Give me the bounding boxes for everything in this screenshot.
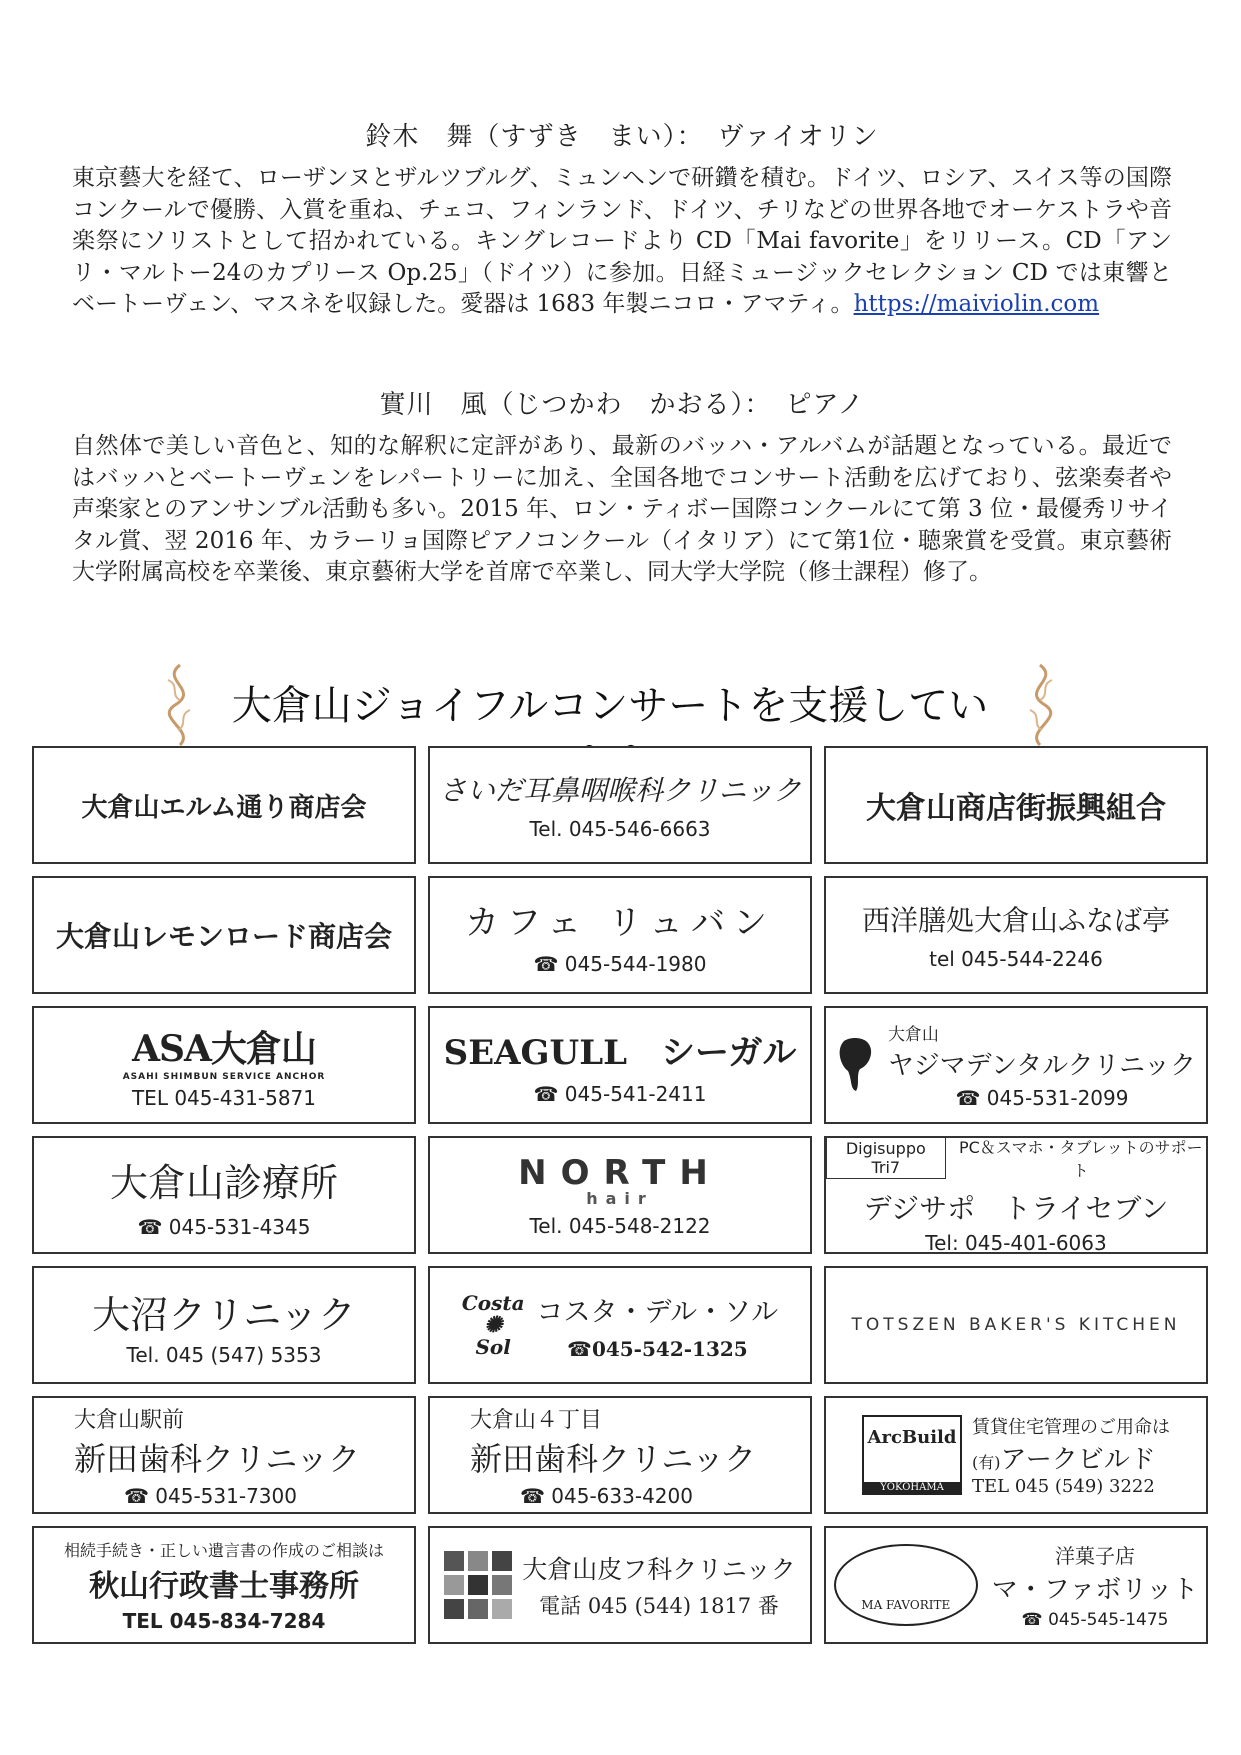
bio-jitsukawa-name: 實川 風（じつかわ かおる）： ピアノ xyxy=(379,390,865,420)
arcbuild-logo-sub: YOKOHAMA xyxy=(864,1482,960,1493)
maiviolin-link[interactable]: https://maiviolin.com xyxy=(853,291,1100,317)
sponsor-arc xyxy=(824,1396,1208,1514)
sponsor-north-tel: Tel. 045-548-2122 xyxy=(529,1213,711,1238)
sponsor-banner xyxy=(150,660,1070,750)
sponsor-funaba xyxy=(824,876,1208,994)
sponsor-onuma-name: 大沼クリニック xyxy=(92,1292,356,1337)
sponsor-totszen xyxy=(824,1266,1208,1384)
asa-logo: ASA大倉山 xyxy=(132,1027,316,1070)
digi-desc: PC＆スマホ・タブレットのサポート xyxy=(958,1138,1203,1180)
sponsor-nitta2-name: 新田歯科クリニック xyxy=(470,1439,757,1478)
sponsor-costa-tel: 045-542-1325 xyxy=(591,1336,748,1361)
sponsor-north xyxy=(428,1136,812,1254)
bio-jitsukawa-text: 自然体で美しい音色と、知的な解釈に定評があり、最新のバッハ・アルバムが話題となっている。最近ではバッハとベートーヴェンをレパートリーに加え、全国各地でコンサート活動を広げており、弦楽奏者や声楽家とのアンサンブル活動も多い。2015 年、ロン・ティボー国際コンクールにて第 3 位・最優秀リサイタル賞、翌 2016 年、カラーリョ国際ピアノコンクール（イタリア）にて第1位・聴衆賞を受賞。東京藝術大学附属高校を卒業後、東京藝術大学を首席で卒業し、同大学大学院（修士課程）修了。 xyxy=(72,433,1172,585)
sponsor-funaba-name: 西洋膳処大倉山ふなば亭 xyxy=(861,904,1170,937)
sponsor-yajima-tel: 045-531-2099 xyxy=(986,1086,1129,1110)
sponsor-cafe-name: カフェ リュバン xyxy=(464,902,776,943)
bio-suzuki-name: 鈴木 舞（すずき まい）： ヴァイオリン xyxy=(365,122,879,152)
sponsor-yajima-name: ヤジマデンタルクリニック xyxy=(887,1051,1197,1081)
grid-logo-icon xyxy=(444,1551,512,1619)
sponsor-arc-name: アークビルド xyxy=(1000,1445,1156,1475)
sponsor-onuma-tel: Tel. 045 (547) 5353 xyxy=(126,1342,322,1367)
phone-icon: ☎ xyxy=(533,951,559,976)
sponsor-nitta1 xyxy=(32,1396,416,1514)
sponsor-costa xyxy=(428,1266,812,1384)
tooth-logo-icon xyxy=(836,1035,880,1095)
bio-suzuki-body: 東京藝大を経て、ローザンヌとザルツブルグ、ミュンヘンで研鑽を積む。ドイツ、ロシア、スイス等の国際コンクールで優勝、入賞を重ね、チェコ、フィンランド、ドイツ、チリなどの世界各地でオーケストラや音楽祭にソリストとして招かれている。キングレコードより CD「Mai favorite」をリリース。CD「アンリ・マルトー24のカプリース Op.25」（ドイツ）に参加。日経ミュージックセレクション CD では東響とベートーヴェン、マスネを収録した。愛器は 1683 年製ニコロ・アマティ。 xyxy=(72,165,1172,317)
sponsor-lemon-name: 大倉山レモンロード商店会 xyxy=(55,920,392,953)
sponsor-seagull xyxy=(428,1006,812,1124)
sponsor-favorite-tel: 045-545-1475 xyxy=(1048,1610,1169,1630)
sponsor-asa-tel: TEL 045-431-5871 xyxy=(131,1085,317,1110)
bio-suzuki xyxy=(72,116,1172,321)
sponsor-shinryo xyxy=(32,1136,416,1254)
phone-icon: ☎ xyxy=(520,1483,545,1508)
sponsor-saida-tel: Tel. 045-546-6663 xyxy=(529,817,711,841)
sponsor-costa-name: コスタ・デル・ソル xyxy=(536,1296,779,1328)
ornament-left-icon xyxy=(150,660,210,750)
sponsor-asa xyxy=(32,1006,416,1124)
banner-title: 大倉山ジョイフルコンサートを支援してい xyxy=(231,683,989,729)
sponsor-arc-yu: (有) xyxy=(972,1453,1001,1472)
sponsor-nitta2-pre: 大倉山４丁目 xyxy=(470,1407,603,1433)
sponsor-akiyama-desc: 相続手続き・正しい遺言書の作成のご相談は xyxy=(63,1540,384,1560)
lobster-icon: ✺ xyxy=(483,1312,503,1338)
sponsor-onuma xyxy=(32,1266,416,1384)
phone-icon: ☎ xyxy=(567,1336,592,1361)
sponsor-seagull-tel: 045-541-2411 xyxy=(564,1081,707,1106)
sponsor-elm-name: 大倉山エルム通り商店会 xyxy=(81,792,367,823)
sponsor-saida-name: さいだ耳鼻咽喉科クリニック xyxy=(438,774,802,807)
sponsor-hifu-name: 大倉山皮フ科クリニック xyxy=(522,1555,796,1584)
sponsor-digi xyxy=(824,1136,1208,1254)
sponsor-totszen-name: TOTSZEN BAKER'S KITCHEN xyxy=(851,1315,1181,1335)
sponsor-saida xyxy=(428,746,812,864)
sponsor-funaba-tel: tel 045-544-2246 xyxy=(929,947,1103,971)
arcbuild-logo-text: ArcBuild xyxy=(867,1427,957,1448)
sponsor-nitta1-name: 新田歯科クリニック xyxy=(74,1439,361,1478)
bio-suzuki-text xyxy=(72,163,1172,321)
costa-logo-top: Costa xyxy=(461,1291,525,1315)
sponsor-hifu-tel: 電話 045 (544) 1817 番 xyxy=(539,1594,779,1618)
phone-icon: ☎ xyxy=(1021,1610,1043,1630)
north-hair: hair xyxy=(586,1188,654,1208)
sponsor-seagull-name: SEAGULL シーガル xyxy=(443,1032,797,1073)
arcbuild-logo xyxy=(862,1415,962,1495)
sponsor-shinryo-name: 大倉山診療所 xyxy=(109,1160,338,1205)
sponsor-nitta2-tel: 045-633-4200 xyxy=(551,1483,693,1508)
sponsor-shinko xyxy=(824,746,1208,864)
bio-jitsukawa xyxy=(72,384,1172,589)
favorite-logo xyxy=(834,1544,978,1626)
sponsor-akiyama xyxy=(32,1526,416,1644)
sponsor-favorite-name: マ・ファボリット xyxy=(991,1575,1199,1605)
phone-icon: ☎ xyxy=(955,1086,981,1110)
costa-logo-bottom: Sol xyxy=(475,1335,511,1359)
asa-subtitle: ASAHI SHIMBUN SERVICE ANCHOR xyxy=(122,1071,326,1082)
sponsor-elm xyxy=(32,746,416,864)
sponsor-arc-tel: TEL 045 (549) 3222 xyxy=(972,1476,1155,1497)
phone-icon: ☎ xyxy=(533,1081,559,1106)
sponsor-favorite xyxy=(824,1526,1208,1644)
sponsor-cafe xyxy=(428,876,812,994)
sponsor-akiyama-tel: TEL 045-834-7284 xyxy=(122,1608,326,1633)
digi-tag: Digisuppo Tri7 xyxy=(826,1137,946,1179)
sponsor-shinryo-tel: 045-531-4345 xyxy=(168,1214,311,1239)
sponsor-cafe-tel: 045-544-1980 xyxy=(564,951,707,976)
sponsor-shinko-name: 大倉山商店街振興組合 xyxy=(866,791,1166,826)
sponsor-yajima-pre: 大倉山 xyxy=(887,1025,939,1045)
sponsor-digi-name: デジサポ トライセブン xyxy=(863,1192,1169,1225)
sponsor-nitta1-tel: 045-531-7300 xyxy=(155,1483,297,1508)
sponsor-lemon xyxy=(32,876,416,994)
costa-logo xyxy=(462,1292,525,1358)
sponsor-yajima xyxy=(824,1006,1208,1124)
phone-icon: ☎ xyxy=(137,1214,163,1239)
sponsor-favorite-pre: 洋菓子店 xyxy=(1054,1544,1135,1568)
phone-icon: ☎ xyxy=(124,1483,149,1508)
ornament-right-icon xyxy=(1010,660,1070,750)
sponsor-akiyama-name: 秋山行政書士事務所 xyxy=(89,1568,359,1604)
sponsor-nitta1-pre: 大倉山駅前 xyxy=(74,1407,185,1433)
sponsor-nitta2 xyxy=(428,1396,812,1514)
favorite-logo-text: MA FAVORITE xyxy=(861,1598,951,1612)
north-logo: NORTH xyxy=(518,1152,722,1193)
sponsor-digi-tel: Tel: 045-401-6063 xyxy=(925,1231,1107,1254)
sponsor-arc-desc: 賃貸住宅管理のご用命は xyxy=(972,1417,1170,1438)
sponsor-hifu xyxy=(428,1526,812,1644)
